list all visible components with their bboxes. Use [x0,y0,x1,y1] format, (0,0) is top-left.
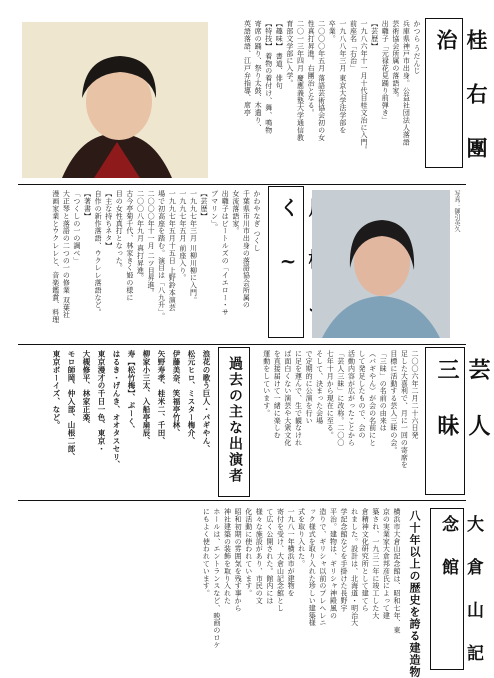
okurayama-title: 大 倉 山 記 念 館 [438,515,483,664]
okurayama-title-box [430,508,483,670]
geinin-description: 二〇〇六年二月二十六日発 足した大喜利で、月に一回の寄席を 目標に活動する芸人三昧の会。 「三昧」の名前の由来は （バギやん）が会の名前にと して発足したもので、会の 活動内容が広がったことから 「芸人三昧」に改称。二〇〇 七年十月から現在に至る。 そして、決まった会場 で定期的に公演を行い に足を運んで、生で観なけれ ば面白くない演芸や大衆文化 を直接届けて一緒に楽しむ 運動をしています。 [262,350,419,469]
udanji-title: 桂 右 團 治 [434,29,489,162]
tsukushi-title: く ~ [276,197,300,277]
okurayama-description: 横浜市大倉山記念館は、昭和七年、東 京の実業家大倉邦彦氏によって建 築され、一九三二年に竣工した大 倉精神文化研究所として建てら れました。設計は、北海道・明治大 学記念館などを手掛けた長野宇 平治。建物は、ギリシャ神殿風の 造りで、ギリシャ以前のプレヘレニ ック様式を取り入れた珍しい建築様 式を取り入れた。 一九八一年横浜市が建物を 寄付を受け、大倉山記念館とし て広く公開された。館内には 様々な施設があり、市民の文 化活動に使われています。 昭和初期の雰囲気を残す事から 神社建築の装飾を取り入れた ホールは、エントランスなど、映画のロケ にもよく使われています。 [202,508,401,649]
photo-udanji [22,22,208,178]
divider-top [18,184,466,185]
performers-list: 浪花の歌う巨人・パギやん、 松元ヒロ、ミスター梅介、 伊藤美奈、笑福亭竹林、 矢野寿孝、桂米二、千田、 柳家小三太、入船亭扇辰、 寿【松竹梅】、ぷーく、 はるき・げんき、オオタスセリ、 東京漫才の千日一色、東京・ 大槻修平、林家正楽、 モロ師岡、仲入部、山根二郎、 東京ボーイズ、など。 [52,350,211,469]
geinin-title-box [425,347,491,495]
udanji-title-box [425,18,489,168]
udanji-profile-text: かつら うだんじ 兵庫県神戸市出身。公益社団法人落語 芸術協会所属の落語家。 出囃子「元禄花見踊り前弾き」 【芸歴】 一九八六年十一月十代目桂文治に入門。 前座名「右治」 一九八八年三月 東京大学法学部を 卒業。 二〇〇〇年五月 落語芸術協会初の女 性真打昇進。右團治となる。 二〇一三年四月 慶應義塾大学通信教 育部文学部に入学。 【趣味】 書道、俳句 【特技】 着物の着付け、舞、鳴物 寄席の踊り、祭り太鼓、木遣り、 英語落語、江戸弁指導、席亭 [243,20,421,154]
tsukushi-profile-text: かわやなぎ つくし 千葉県市川市出身の落語協会所属の 女流落語家。 出囃子はビートルズの「イエロー・サ ブマリン」。 【芸歴】 一九九七年三月 川柳川柳に入門。 一九九七年五月 前座入り。 一九九七年五月十五日 上野鈴本演芸 場で初高座を踏む。演目は「八九升」。 二〇〇〇年十一月 二ツ目昇進。 二〇〇八年九月 真打昇進。 古今亭菊千代、林家きく姫の様に 目の女性真打となった。 【主な持ちネタ】 自作の新作落語、ウクレレ落語など。 【著書】 「つくしの一の調べ」 大正琴と落語の二つの一の修業 双葉社 漫画家業とウクレレと、音楽鑑賞、料理 [51,190,261,324]
okurayama-subtitle: 八十年以上の歴史を誇る建造物 [408,510,421,678]
tsukushi-title-box [268,186,304,338]
divider-bottom [18,500,466,501]
geinin-title: 芸 人 三 昧 [434,358,491,440]
photo-tsukushi [312,190,450,338]
photo-credit: 写真：御引英久 [453,190,460,232]
performers-title: 過去の主な出演者 [227,356,243,484]
performers-title-box [218,347,250,497]
divider-middle [18,344,466,345]
